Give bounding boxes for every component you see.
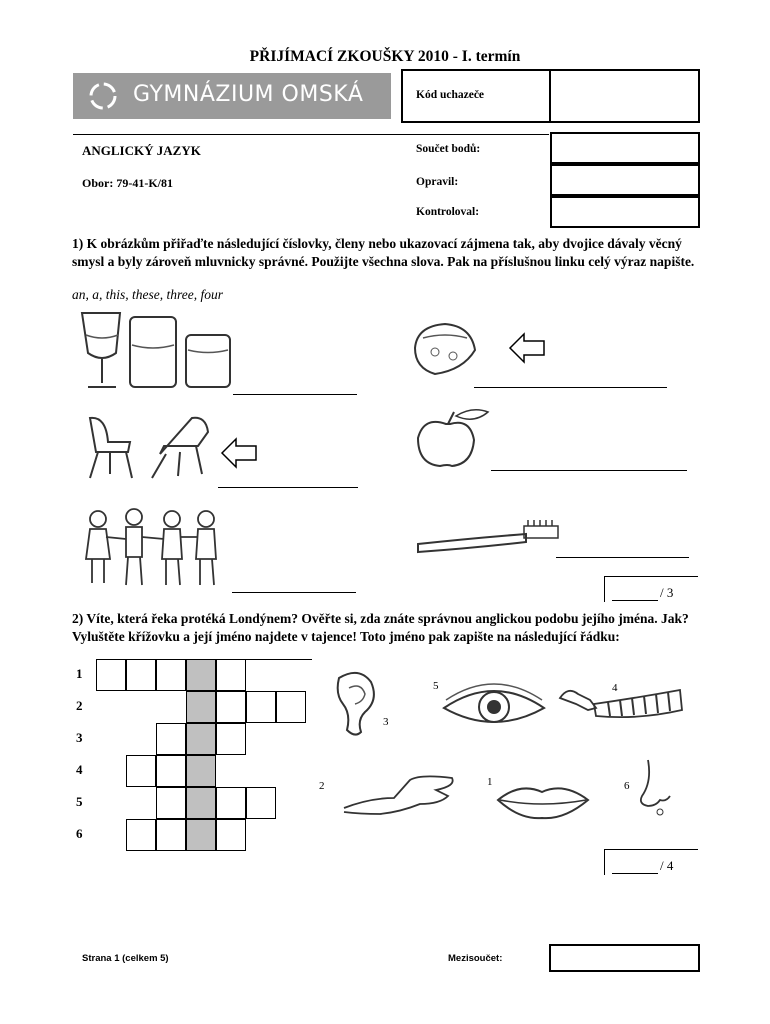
children-picture bbox=[76, 505, 226, 590]
answer-line-children[interactable] bbox=[232, 592, 356, 593]
crossword-cell[interactable] bbox=[156, 819, 186, 851]
glasses-picture bbox=[78, 305, 238, 395]
subtotal-label: Mezisoučet: bbox=[448, 953, 503, 964]
crossword-cell[interactable] bbox=[246, 787, 276, 819]
page-number: Strana 1 (celkem 5) bbox=[82, 953, 169, 964]
school-name: GYMNÁZIUM OMSKÁ bbox=[133, 82, 364, 107]
crossword-cell[interactable] bbox=[216, 723, 246, 755]
arm-picture bbox=[556, 680, 686, 730]
crossword-row-number: 2 bbox=[76, 698, 83, 713]
crossword-cell[interactable] bbox=[126, 755, 156, 787]
crossword-cell-secret[interactable] bbox=[186, 819, 216, 851]
corrected-by-label: Opravil: bbox=[416, 176, 459, 188]
crossword-cell[interactable] bbox=[216, 819, 246, 851]
logo-icon bbox=[87, 80, 119, 112]
eye-picture bbox=[440, 682, 548, 732]
toothbrush-picture bbox=[414, 516, 564, 556]
crossword-cell[interactable] bbox=[156, 755, 186, 787]
picture-number-hand: 2 bbox=[319, 780, 325, 792]
crossword-cell[interactable] bbox=[216, 659, 246, 691]
subtotal-field[interactable] bbox=[549, 944, 700, 972]
crossword-row-number: 3 bbox=[76, 730, 83, 745]
chairs-picture bbox=[80, 412, 220, 482]
answer-line-glasses[interactable] bbox=[233, 394, 357, 395]
code-divider bbox=[549, 69, 551, 123]
task1-score-line[interactable] bbox=[612, 600, 658, 601]
mouth-picture bbox=[494, 780, 592, 822]
obor-label: Obor: 79-41-K/81 bbox=[82, 176, 173, 190]
answer-line-chairs[interactable] bbox=[218, 487, 358, 488]
crossword-row-number: 6 bbox=[76, 826, 83, 841]
crossword-cell-secret[interactable] bbox=[186, 659, 216, 691]
crossword-cell-secret[interactable] bbox=[186, 691, 216, 723]
header-rule bbox=[73, 134, 549, 135]
picture-number-eye: 5 bbox=[433, 680, 439, 692]
picture-number-mouth: 1 bbox=[487, 776, 493, 788]
crossword-cell[interactable] bbox=[216, 787, 246, 819]
task1-score: / 3 bbox=[660, 585, 674, 600]
picture-number-arm: 4 bbox=[612, 682, 618, 694]
crossword-cell[interactable] bbox=[276, 691, 306, 723]
answer-line-cap[interactable] bbox=[474, 387, 667, 388]
task2-score: / 4 bbox=[660, 858, 674, 873]
answer-line-toothbrush[interactable] bbox=[556, 557, 689, 558]
hand-picture bbox=[340, 768, 458, 818]
task2-score-line[interactable] bbox=[612, 873, 658, 874]
crossword-cell[interactable] bbox=[216, 691, 246, 723]
crossword-cell-secret[interactable] bbox=[186, 723, 216, 755]
crossword-row-number: 4 bbox=[76, 762, 83, 777]
points-sum-label: Součet bodů: bbox=[416, 143, 481, 155]
points-sum-field[interactable] bbox=[550, 132, 700, 164]
task2-score-box bbox=[604, 849, 698, 875]
crossword-cell-secret[interactable] bbox=[186, 787, 216, 819]
school-logo bbox=[73, 73, 391, 119]
answer-line-apple[interactable] bbox=[491, 470, 687, 471]
arrow-left-icon bbox=[508, 331, 548, 365]
checked-by-field[interactable] bbox=[550, 196, 700, 228]
picture-number-nose: 6 bbox=[624, 780, 630, 792]
applicant-code-label: Kód uchazeče bbox=[416, 89, 485, 101]
crossword-cell-secret[interactable] bbox=[186, 755, 216, 787]
crossword-cell[interactable] bbox=[96, 659, 126, 691]
task1-word-bank: an, a, this, these, three, four bbox=[72, 287, 223, 302]
corrected-by-field[interactable] bbox=[550, 164, 700, 196]
subject-label: ANGLICKÝ JAZYK bbox=[82, 143, 201, 158]
picture-number-ear: 3 bbox=[383, 716, 389, 728]
applicant-code-field[interactable] bbox=[553, 73, 696, 119]
crossword-row-number: 1 bbox=[76, 666, 83, 681]
crossword-cell[interactable] bbox=[126, 659, 156, 691]
crossword-cell[interactable] bbox=[156, 787, 186, 819]
crossword-cell[interactable] bbox=[156, 659, 186, 691]
task1-score-box bbox=[604, 576, 698, 602]
page-title: PŘIJÍMACÍ ZKOUŠKY 2010 - I. termín bbox=[249, 48, 521, 65]
apple-picture bbox=[410, 406, 492, 472]
crossword-cell[interactable] bbox=[246, 691, 276, 723]
crossword-cell[interactable] bbox=[126, 819, 156, 851]
crossword-cell[interactable] bbox=[156, 723, 186, 755]
arrow-left-icon bbox=[220, 436, 260, 470]
checked-by-label: Kontroloval: bbox=[416, 206, 480, 218]
nose-picture bbox=[632, 756, 682, 826]
cap-picture bbox=[405, 318, 485, 383]
task2-instruction: 2) Víte, která řeka protéká Londýnem? Ověřte si, zda znáte správnou anglickou podobu jejího jména. Jak? Vyluštěte křížovku a její jméno najdete v tajence! Toto jméno pak zapište na následující řádku: bbox=[72, 611, 689, 644]
crossword-row-number: 5 bbox=[76, 794, 83, 809]
ear-picture bbox=[325, 668, 385, 740]
task1-instruction: 1) K obrázkům přiřaďte následující číslovky, členy nebo ukazovací zájmena tak, aby dvojice dávaly věcný smysl a byly zároveň mluvnicky správné. Použijte všechna slova. Pak na příslušnou linku celý výraz napište. bbox=[72, 236, 695, 269]
